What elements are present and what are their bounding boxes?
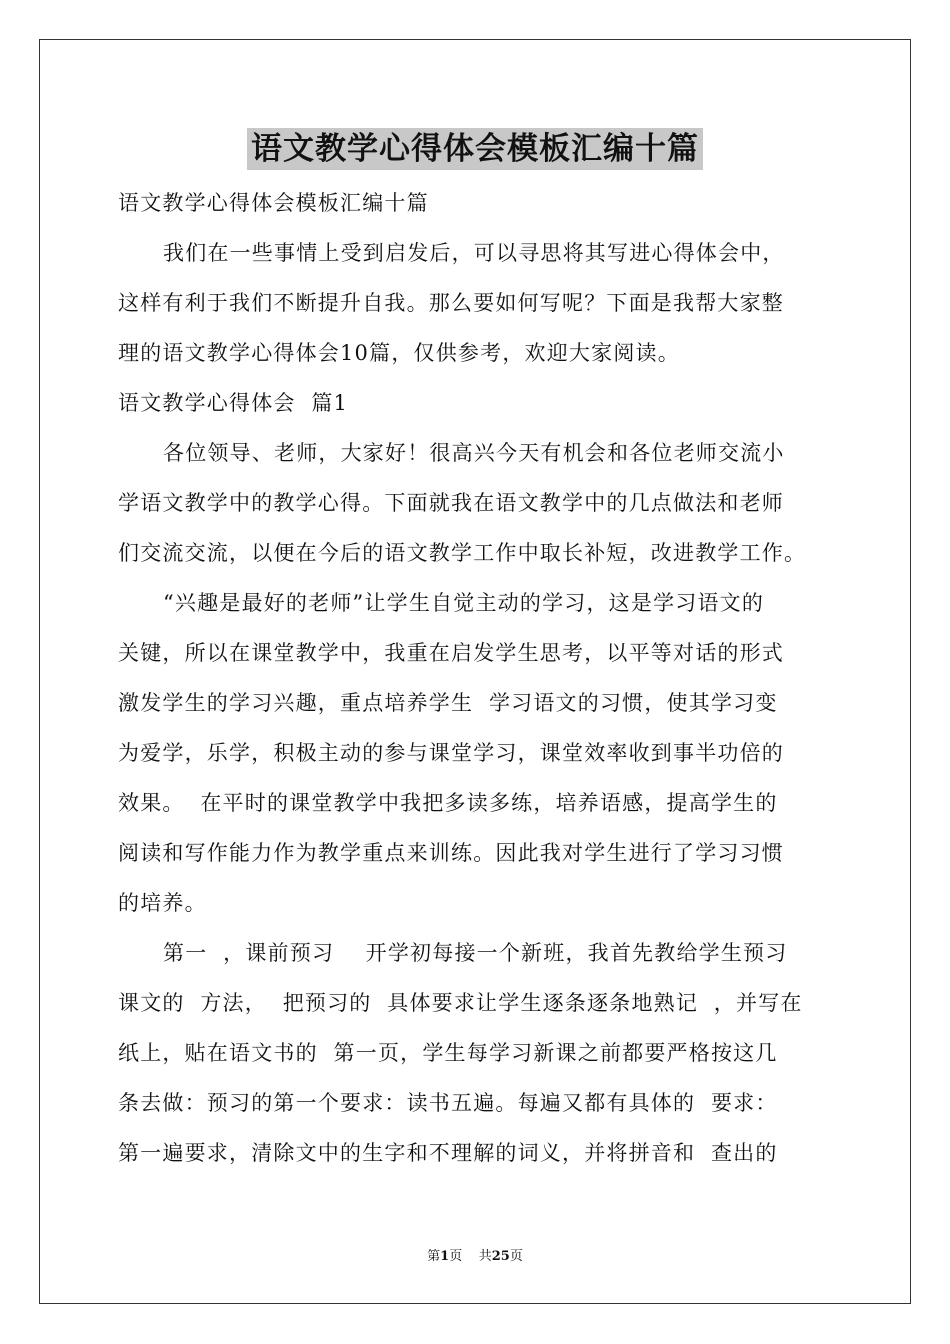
text-line: 关键，所以在课堂教学中，我重在启发学生思考，以平等对话的形式 xyxy=(118,641,784,665)
text-line: 第一遍要求，清除文中的生字和不理解的词义，并将拼音和 查出的 xyxy=(118,1141,778,1165)
title-container xyxy=(0,128,950,170)
page-footer xyxy=(0,1245,950,1264)
text-line: 的培养。 xyxy=(118,891,207,915)
text-line: 理的语文教学心得体会10篇，仅供参考，欢迎大家阅读。 xyxy=(118,341,680,365)
text-line: 第一 ，课前预习 开学初每接一个新班，我首先教给学生预习 xyxy=(163,941,788,965)
footer-total-pages: 25 xyxy=(491,1249,510,1264)
text-line: 效果。 在平时的课堂教学中我把多读多练，培养语感，提高学生的 xyxy=(118,791,778,815)
text-line: 我们在一些事情上受到启发后，可以寻思将其写进心得体会中， xyxy=(163,241,785,265)
text-line: 条去做：预习的第一个要求：读书五遍。每遍又都有具体的 要求： xyxy=(118,1091,778,1115)
text-line: 们交流交流，以便在今后的语文教学工作中取长补短，改进教学工作。 xyxy=(118,541,807,565)
text-line: 语文教学心得体会 篇1 xyxy=(118,391,349,415)
text-line: 纸上，贴在语文书的 第一页，学生每学习新课之前都要严格按这几 xyxy=(118,1041,778,1065)
document-title: 语文教学心得体会模板汇编十篇 xyxy=(247,128,703,170)
footer-middle: 页 共 xyxy=(449,1249,492,1264)
text-line: 学语文教学中的教学心得。下面就我在语文教学中的几点做法和老师 xyxy=(118,491,784,515)
text-line: 阅读和写作能力作为教学重点来训练。因此我对学生进行了学习习惯 xyxy=(118,841,784,865)
text-line: 这样有利于我们不断提升自我。那么要如何写呢？下面是我帮大家整 xyxy=(118,291,784,315)
footer-suffix: 页 xyxy=(509,1249,523,1264)
footer-page-number: 1 xyxy=(440,1249,450,1264)
text-line: “兴趣是最好的老师”让学生自觉主动的学习，这是学习语文的 xyxy=(163,591,765,615)
text-line: 各位领导、老师，大家好！很高兴今天有机会和各位老师交流小 xyxy=(163,441,785,465)
document-body xyxy=(118,178,838,1178)
text-line: 为爱学，乐学，积极主动的参与课堂学习，课堂效率收到事半功倍的 xyxy=(118,741,784,765)
text-line: 语文教学心得体会模板汇编十篇 xyxy=(118,191,429,215)
text-line: 激发学生的学习兴趣，重点培养学生 学习语文的习惯，使其学习变 xyxy=(118,691,778,715)
text-line: 课文的 方法， 把预习的 具体要求让学生逐条逐条地熟记 ，并写在 xyxy=(118,991,803,1015)
footer-prefix: 第 xyxy=(427,1249,441,1264)
